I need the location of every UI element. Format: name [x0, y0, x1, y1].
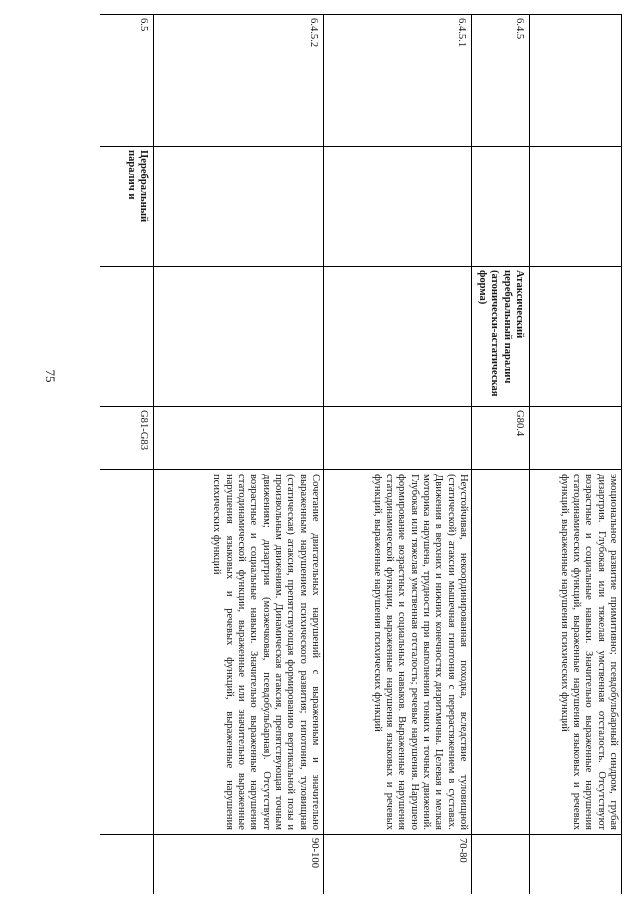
row2-empty-cell — [323, 147, 471, 267]
row2-name-cell — [323, 267, 471, 407]
row0-icd-cell — [530, 407, 622, 470]
row2-description-cell: Неустойчивая, некоординированная походка, вследствие туловищной (статической) атаксии мышечная гипотония с перерастяжением в суставах. Движения в верхних и нижних конечностях дизритмичны. Целевая и мелкая моторика нарушена, трудности при выполнении тонких и точных движений. Глубокая или тяжелая умственная отсталость; речевые нарушения. Нарушено формирование возрастных и социальных навыков. Выраженные нарушения статодинамической функции, выраженные нарушения языковых и речевых функций, выраженные нарушения психических функций — [323, 470, 471, 835]
row4-description-cell — [100, 470, 153, 835]
row2-code-cell: 6.4.5.1 — [323, 15, 471, 147]
row1-icd-cell: G80.4 — [471, 407, 529, 470]
row1-score-cell — [471, 835, 529, 895]
row0-empty-cell — [530, 147, 622, 267]
row1-empty-cell — [471, 147, 529, 267]
row1-description-cell — [471, 470, 529, 835]
row3-name-cell — [153, 267, 323, 407]
classification-table — [100, 14, 622, 894]
row0-description-cell: эмоциональное развитие примитивно; псевдобульбарный синдром, грубая дизартрия. Глубокая или тяжелая умственная отсталость. Отсутствуют возрастные и социальные навыки. Значительно выраженные нарушения статодинамических функций, выраженные нарушения языковых и речевых функций, выраженные нарушения психических функций — [530, 470, 622, 835]
row4-empty-cell — [100, 267, 153, 407]
table-rotor — [100, 14, 622, 894]
row3-empty-cell — [153, 147, 323, 267]
table-row — [153, 15, 323, 895]
row3-code-cell: 6.4.5.2 — [153, 15, 323, 147]
row4-score-cell — [100, 835, 153, 895]
row3-icd-cell — [153, 407, 323, 470]
row4-name-cell: Церебральный паралич и — [100, 147, 153, 267]
table-row — [100, 15, 153, 895]
row2-icd-cell — [323, 407, 471, 470]
rotated-page-content — [100, 14, 622, 894]
row3-score-cell: 90-100 — [153, 835, 323, 895]
table-row — [323, 15, 471, 895]
row4-icd-cell: G81-G83 — [100, 407, 153, 470]
row0-score-cell — [530, 835, 622, 895]
row2-score-cell: 70-80 — [323, 835, 471, 895]
page-number: 75 — [43, 369, 58, 383]
row0-name-cell — [530, 267, 622, 407]
table-row — [530, 15, 622, 895]
row0-code-cell — [530, 15, 622, 147]
row1-code-cell: 6.4.5 — [471, 15, 529, 147]
row4-code-cell: 6.5 — [100, 15, 153, 147]
table-row — [471, 15, 529, 895]
row1-name-cell: Атаксический церебральный паралич (атонически-астатическая форма) — [471, 267, 529, 407]
row3-description-cell: Сочетание двигательных нарушений с выраженным и значительно выраженным нарушением психического развития; гипотония, туловищная (статическая) атаксия, препятствующая формированию вертикальной позы и произвольным движениям. Динамическая атаксия, препятствующая точным движениям; дизартрия (мозжечковая, псевдобульбарная). Отсутствуют возрастные и социальные навыки. Значительно выраженные нарушения статодинамической функции, выраженные или значительно выраженные нарушения языковых и речевых функций, выраженные нарушения психических функций — [153, 470, 323, 835]
